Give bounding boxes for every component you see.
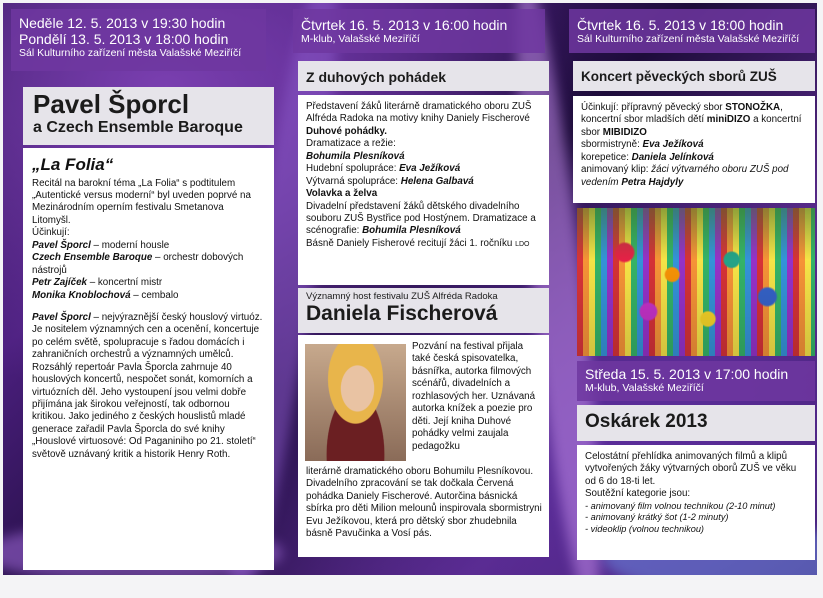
oskarek-text-panel bbox=[577, 445, 815, 560]
play-title: Duhové pohádky. bbox=[306, 125, 387, 137]
author-photo bbox=[305, 344, 406, 461]
title-box bbox=[23, 87, 274, 145]
performer-line: Czech Ensemble Baroque – orchestr dobových nástrojů bbox=[32, 252, 244, 276]
event-date-1: Neděle 12. 5. 2013 v 19:30 hodin bbox=[19, 15, 226, 31]
performer-line: Monika Knoblochová – cembalo bbox=[32, 289, 179, 301]
intro-text: Představení žáků literárně dramatického oboru ZUŠ Alfréda Radoka na motivy knihy Daniely Fischerové bbox=[306, 101, 532, 125]
event-header bbox=[11, 9, 266, 71]
oskarek-description: Celostátní přehlídka animovaných filmů a klipů vytvořených žáky výtvarných oborů ZUŠ ve věku od 6 do 18-ti let. bbox=[585, 451, 797, 487]
event-header bbox=[577, 361, 815, 401]
performer-name: Pavel Šporcl bbox=[33, 89, 190, 119]
duhove-text-panel bbox=[298, 95, 549, 285]
guest-title-box bbox=[298, 288, 549, 333]
director-label: Dramatizace a režie: bbox=[306, 138, 396, 150]
event-date: Čtvrtek 16. 5. 2013 v 18:00 hodin bbox=[577, 17, 784, 33]
credit-line: Výtvarná spolupráce: Helena Galbavá bbox=[306, 175, 474, 187]
title-box: Koncert pěveckých sborů ZUŠ bbox=[573, 61, 815, 91]
category-item: - animovaný film volnou technikou (2-10 minut) bbox=[585, 500, 776, 511]
poems-line: Básně Daniely Fisherové recitují žáci 1. ročníku LDO bbox=[306, 237, 530, 249]
animation-line: animovaný klip: žáci výtvarného oboru ZUŠ pod vedením Petra Hajdyly bbox=[581, 164, 789, 188]
column-fischerova bbox=[293, 3, 549, 575]
director-name: Bohumila Plesníková bbox=[306, 150, 405, 162]
guest-name: Daniela Fischerová bbox=[306, 302, 498, 325]
flyer-background bbox=[3, 3, 817, 575]
event-venue: M-klub, Valašské Meziříčí bbox=[301, 33, 420, 46]
event-date: Čtvrtek 16. 5. 2013 v 16:00 hodin bbox=[301, 17, 508, 33]
guest-text-panel bbox=[298, 335, 549, 557]
title-box: Z duhových pohádek bbox=[298, 61, 549, 91]
event-header bbox=[293, 9, 545, 53]
guest-text-side: Pozvání na festival přijala také česká spisovatelka, básnířka, autorka filmových scénářů, divadelních a rozhlasových her. Uznávaná autorka knížek a poezie pro děti. Její kniha Duhové pohádky velmi zaujala pedagožku bbox=[412, 341, 536, 452]
accompanist-line: korepetice: Daniela Jelínková bbox=[581, 151, 714, 163]
event-date: Středa 15. 5. 2013 v 17:00 hodin bbox=[585, 366, 789, 382]
guest-label: Významný host festivalu ZUŠ Alfréda Radoka bbox=[306, 291, 498, 302]
intro-text: Recitál na barokní téma „La Folia“ s podtitulem „Autentické versus moderní“ byl uveden poprvé na Mezinárodním operním festivalu Smetanova Litomyšl. bbox=[32, 177, 251, 226]
event-venue: Sál Kulturního zařízení města Valašské Meziříčí bbox=[577, 33, 800, 46]
ensemble-name: a Czech Ensemble Baroque bbox=[33, 119, 243, 137]
category-item: - videoklip (volnou technikou) bbox=[585, 524, 704, 535]
performers-text: Účinkují: přípravný pěvecký sbor STONOŽKA, koncertní sbor mladších dětí miniDIZO a koncertní sbor MIBIDIZO bbox=[581, 102, 802, 138]
title-box: Oskárek 2013 bbox=[577, 405, 815, 441]
conductor-line: sbormistryně: Eva Ježíková bbox=[581, 139, 704, 151]
performer-line: Pavel Šporcl – moderní housle bbox=[32, 239, 170, 251]
column-oskarek bbox=[569, 3, 815, 575]
section-title: „La Folia“ bbox=[32, 155, 114, 174]
bio-text: Pavel Šporcl – nejvýraznější český houslový virtuóz. Je nositelem významných cen a ocenění, koncertuje po celém světě, spolupracuje s řadou domácích i zahraničních orchestrů a významných umělců. Rozsáhlý repertoár Pavla Šporcla zahrnuje 40 houslových koncertů, nespočet sonát, komorních a virtuózních děl. Jeho vystoupení jsou velmi dobře přijímána jak širokou veřejností, tak odbornou kritikou. Jako jediného z českých houslistů mladé generace zařadil Pavla Šporcla do své knihy „Houslové virtuosové: Od Paganiniho po 21. století“ světově uznávaný kritik a historik Henry Roth. bbox=[32, 311, 263, 460]
event-date-2: Pondělí 13. 5. 2013 v 18:00 hodin bbox=[19, 31, 229, 48]
play-title: Volavka a želva bbox=[306, 188, 378, 200]
credit-line: Hudební spolupráce: Eva Ježíková bbox=[306, 163, 461, 175]
event-venue: Sál Kulturního zařízení města Valašské Meziříčí bbox=[19, 47, 242, 60]
performer-line: Petr Zajíček – koncertní mistr bbox=[32, 277, 163, 289]
event-venue: M-klub, Valašské Meziříčí bbox=[585, 382, 704, 395]
sporcl-text-panel bbox=[23, 148, 274, 570]
category-item: - animovaný krátký šot (1-2 minuty) bbox=[585, 512, 729, 523]
categories-label: Soutěžní kategorie jsou: bbox=[585, 488, 691, 500]
guest-text-full: literárně dramatického oboru Bohumilu Plesníkovou. Divadelního zpracování se tak dočkala Červená pohádka Daniely Fischerové. Autorčina básnická sbírka pro děti Milion melounů inspirovala sbormistryni Evu Ježíkovou, která pro dětský sbor zhudebnila básně Pavučinka a Vosí pás. bbox=[306, 466, 542, 540]
performers-label: Účinkují: bbox=[32, 227, 70, 239]
play-description: Divadelní představení žáků dětského divadelního souboru ZUŠ Bystřice pod Hostýnem. Dramatizace a scénografie: Bohumila Plesníková bbox=[306, 200, 536, 237]
column-sporcl bbox=[11, 3, 274, 575]
